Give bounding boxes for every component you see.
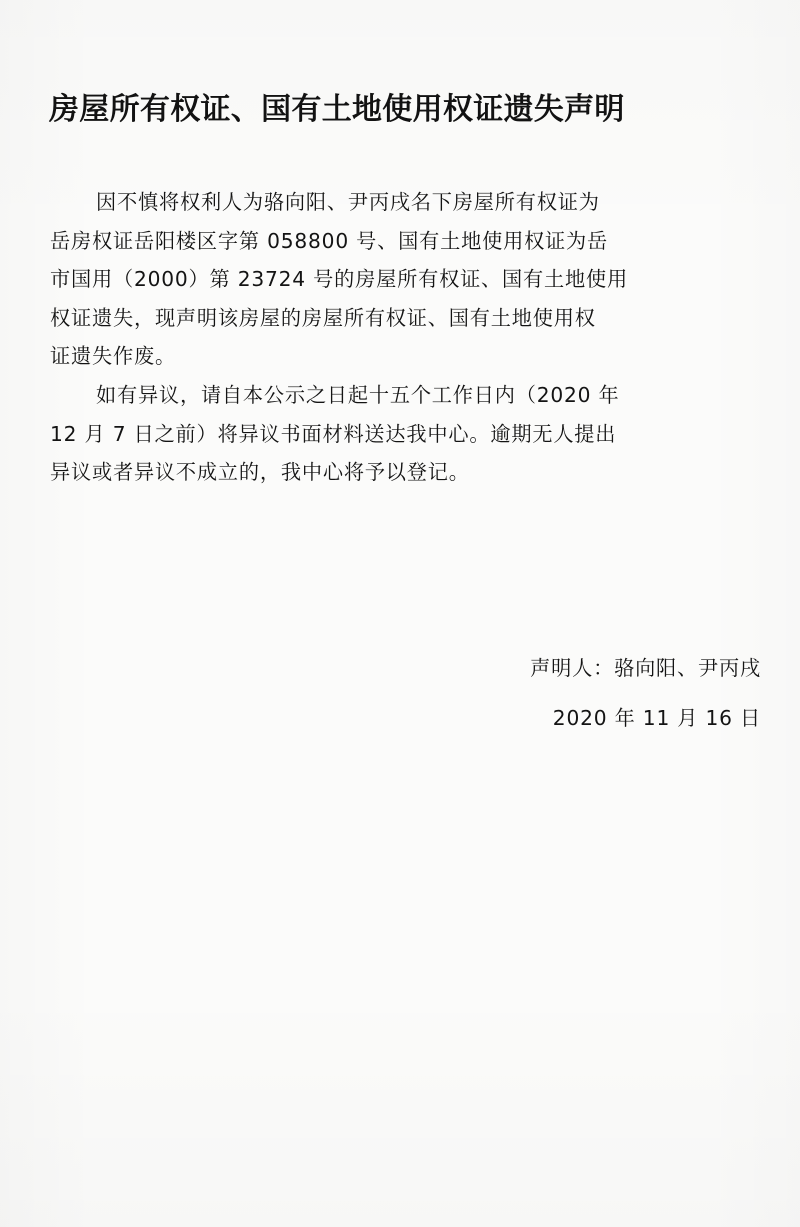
document-title: 房屋所有权证、国有土地使用权证遗失声明 [49,92,625,127]
text-line: 证遗失作废。 [50,344,176,369]
text-line: 12 月 7 日之前）将异议书面材料送达我中心。逾期无人提出 [50,421,617,446]
text-line: 因不慎将权利人为骆向阳、尹丙戌名下房屋所有权证为 [96,190,600,214]
statement-paragraph-2 [50,376,762,492]
statement-date: 2020 年 11 月 16 日 [552,706,761,730]
text-line: 如有异议，请自本公示之日起十五个工作日内（2020 年 [96,382,620,407]
declarant-line: 声明人：骆向阳、尹丙戌 [530,656,761,680]
text-line: 岳房权证岳阳楼区字第 058800 号、国有土地使用权证为岳 [50,228,609,253]
signature-block [530,643,761,743]
text-line: 权证遗失，现声明该房屋的房屋所有权证、国有土地使用权 [50,305,596,330]
text-line: 异议或者异议不成立的，我中心将予以登记。 [50,460,470,485]
text-line: 市国用（2000）第 23724 号的房屋所有权证、国有土地使用 [50,267,628,292]
statement-body [50,183,762,492]
statement-paragraph-1 [50,183,762,376]
